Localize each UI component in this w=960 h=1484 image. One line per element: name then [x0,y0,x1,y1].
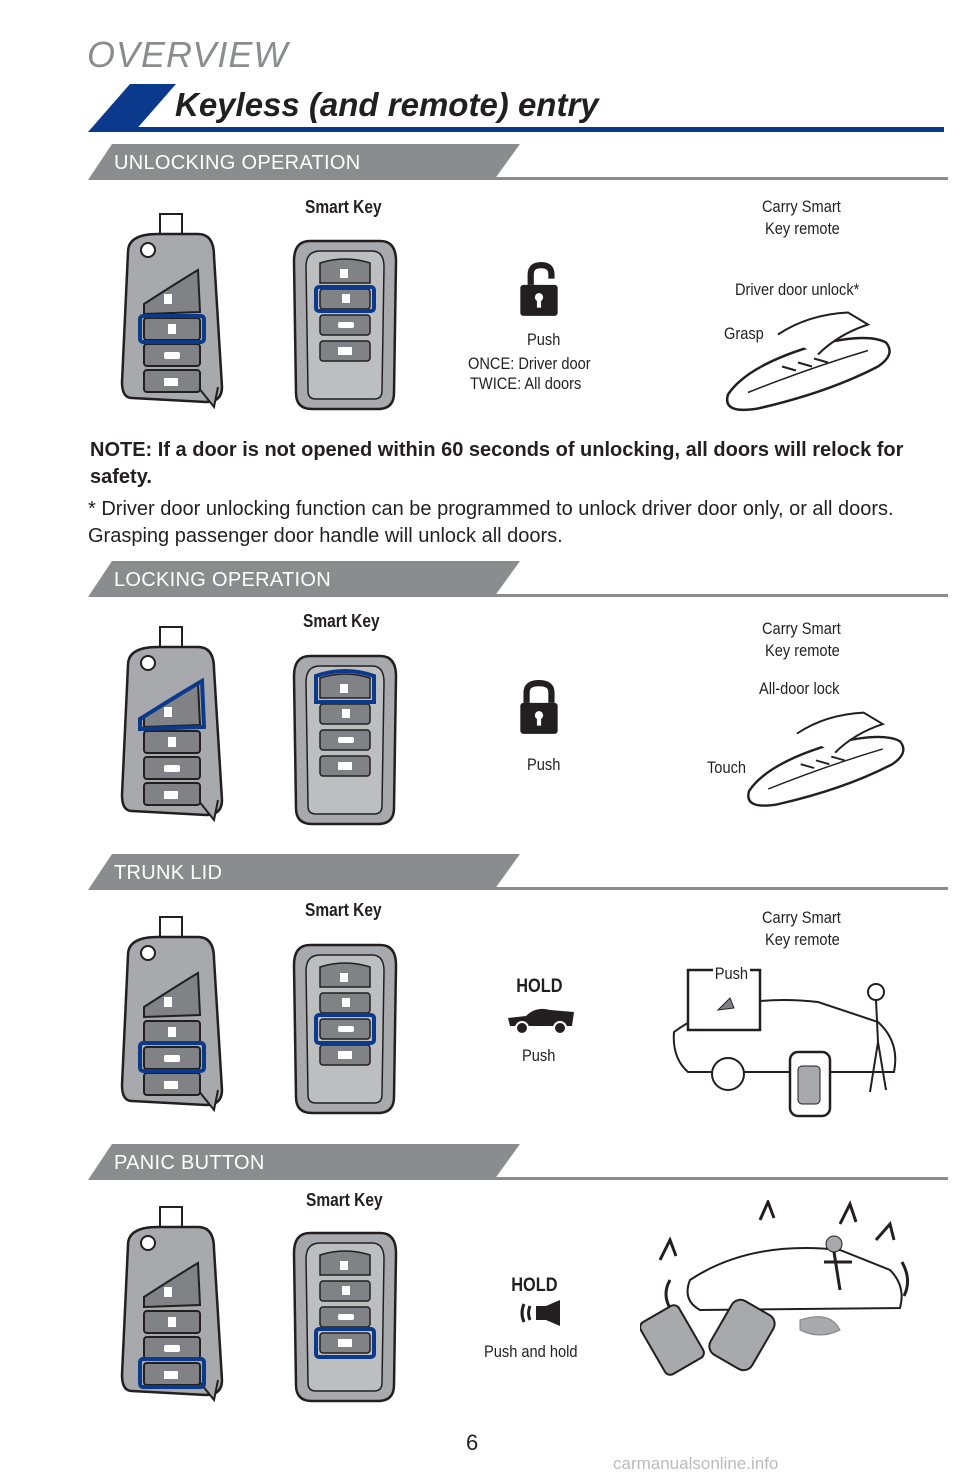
grasp-label: Grasp [724,324,764,343]
panic-alarm-icon [520,1298,564,1328]
panic-hold-label: HOLD [511,1275,558,1296]
panic-push-label: Push and hold [484,1342,578,1361]
page-number: 6 [466,1430,479,1455]
key-remote-label: Key remote [765,641,840,660]
trunk-hold-label: HOLD [516,976,563,997]
smart-key-image [290,937,400,1117]
unlock-icon [518,262,560,318]
section-label-panic: PANIC BUTTON [114,1152,265,1174]
grasp-handle-illustration [718,302,898,417]
smart-key-image [290,233,400,413]
smart-key-label-trunk: Smart Key [305,900,382,920]
page-title: Keyless (and remote) entry [175,86,599,123]
touch-label: Touch [707,758,747,777]
lock-icon [518,680,560,736]
driver-door-unlock-label: Driver door unlock* [735,280,860,299]
lock-push-label: Push [526,755,561,774]
flip-key-remote-image [118,915,228,1115]
section-label-trunk: TRUNK LID [114,862,223,884]
smart-key-image [290,1225,400,1405]
carry-smart-label: Carry Smart [762,197,841,216]
smart-key-label-locking: Smart Key [303,611,380,631]
overview-heading: OVERVIEW [87,34,289,75]
unlock-push-label: Push [526,330,561,349]
trunk-push-label: Push [521,1046,556,1065]
carry-smart-label: Carry Smart [762,619,841,638]
section-label-unlocking: UNLOCKING OPERATION [114,152,361,174]
trunk-icon [506,1002,576,1036]
safety-note: NOTE: If a door is not opened within 60 seconds of unlocking, all doors will relock for safety. [90,439,904,488]
flip-key-remote-image [118,1205,228,1405]
all-door-lock-label: All-door lock [759,679,840,698]
smart-key-label-panic: Smart Key [306,1190,383,1210]
key-remote-label: Key remote [765,219,840,238]
key-remote-label: Key remote [765,930,840,949]
watermark: carmanualsonline.info [613,1454,779,1473]
trunk-push-illustration [668,962,918,1122]
driver-door-footnote: * Driver door unlocking function can be programmed to unlock driver door only, or all doors. Grasping passenger door handle will unlock all doors. [88,498,894,547]
flip-key-remote-image [118,625,228,825]
smart-key-image [290,648,400,828]
unlock-twice-detail: TWICE: All doors [470,374,582,393]
panic-alarm-illustration [640,1200,915,1385]
trunk-push-callout: Push [714,964,749,983]
section-label-locking: LOCKING OPERATION [114,569,331,591]
flip-key-remote-image [118,212,228,412]
smart-key-label-unlocking: Smart Key [305,197,382,217]
carry-smart-label: Carry Smart [762,908,841,927]
unlock-once-detail: ONCE: Driver door [468,354,591,373]
touch-handle-illustration [738,705,913,810]
